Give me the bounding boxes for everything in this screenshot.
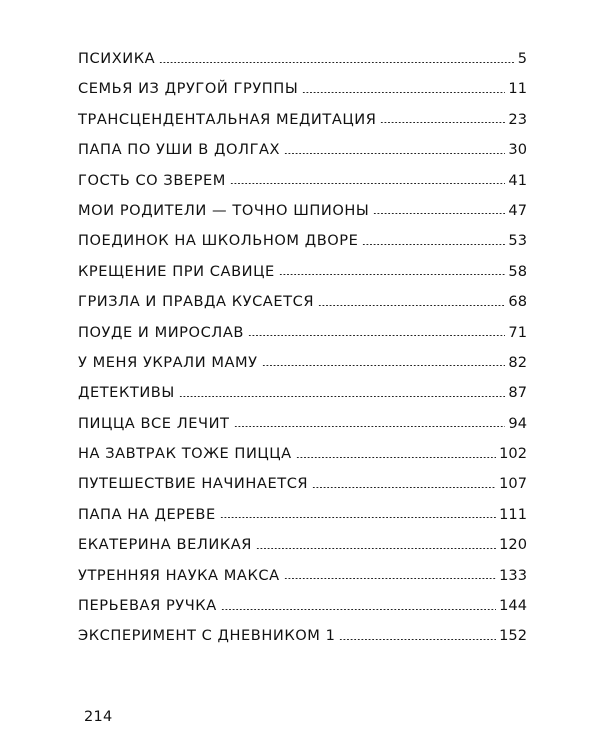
toc-entry[interactable] (78, 172, 527, 202)
toc-entry-page: 102 (499, 445, 527, 463)
dot-leader (284, 153, 505, 154)
toc-entry-title: ТРАНСЦЕНДЕНТАЛЬНАЯ МЕДИТАЦИЯ (78, 110, 377, 128)
toc-entry-title: НА ЗАВТРАК ТОЖЕ ПИЦЦА (78, 445, 292, 463)
toc-entry[interactable] (78, 354, 527, 384)
toc-entry-page: 94 (508, 414, 527, 432)
toc-entry[interactable] (78, 567, 527, 597)
dot-leader (234, 426, 506, 427)
dot-leader (248, 335, 505, 336)
toc-entry-page: 87 (508, 384, 527, 402)
dot-leader (221, 609, 496, 610)
toc-entry-title: ДЕТЕКТИВЫ (78, 384, 175, 402)
toc-entry[interactable] (78, 627, 527, 657)
toc-entry-page: 133 (499, 566, 527, 584)
toc-entry[interactable] (78, 293, 527, 323)
dot-leader (362, 244, 505, 245)
toc-entry[interactable] (78, 536, 527, 566)
toc-entry[interactable] (78, 415, 527, 445)
toc-entry-page: 47 (508, 201, 527, 219)
dot-leader (339, 639, 496, 640)
toc-entry-page: 82 (508, 353, 527, 371)
toc-entry-page: 58 (508, 262, 527, 280)
toc-entry-title: ПОЕДИНОК НА ШКОЛЬНОМ ДВОРЕ (78, 232, 359, 250)
toc-entry-title: СЕМЬЯ ИЗ ДРУГОЙ ГРУППЫ (78, 80, 299, 98)
table-of-contents (78, 50, 527, 658)
toc-entry[interactable] (78, 475, 527, 505)
toc-entry[interactable] (78, 597, 527, 627)
toc-entry[interactable] (78, 111, 527, 141)
toc-entry[interactable] (78, 445, 527, 475)
toc-entry-title: ПЕРЬЕВАЯ РУЧКА (78, 597, 217, 615)
toc-entry-title: У МЕНЯ УКРАЛИ МАМУ (78, 353, 258, 371)
toc-entry-title: КРЕЩЕНИЕ ПРИ САВИЦЕ (78, 262, 275, 280)
toc-entry-page: 68 (508, 293, 527, 311)
toc-entry-page: 107 (499, 475, 527, 493)
toc-entry[interactable] (78, 324, 527, 354)
toc-entry-title: ГОСТЬ СО ЗВЕРЕМ (78, 171, 226, 189)
page-number: 214 (84, 709, 113, 725)
toc-entry-title: ПИЦЦА ВСЕ ЛЕЧИТ (78, 414, 230, 432)
toc-entry-title: ЕКАТЕРИНА ВЕЛИКАЯ (78, 536, 252, 554)
toc-entry-page: 23 (508, 110, 527, 128)
toc-entry[interactable] (78, 202, 527, 232)
dot-leader (230, 183, 506, 184)
toc-entry-title: ПУТЕШЕСТВИЕ НАЧИНАЕТСЯ (78, 475, 309, 493)
dot-leader (220, 517, 496, 518)
dot-leader (279, 274, 506, 275)
toc-entry-title: ПСИХИКА (78, 50, 156, 67)
toc-entry-page: 152 (499, 627, 527, 645)
toc-entry-title: ЭКСПЕРИМЕНТ С ДНЕВНИКОМ 1 (78, 627, 336, 645)
toc-entry-page: 111 (499, 505, 527, 523)
dot-leader (296, 457, 496, 458)
toc-entry-title: ПАПА НА ДЕРЕВЕ (78, 505, 216, 523)
toc-entry-page: 41 (508, 171, 527, 189)
dot-leader (302, 92, 505, 93)
toc-entry-page: 53 (508, 232, 527, 250)
toc-entry[interactable] (78, 50, 527, 80)
dot-leader (373, 213, 505, 214)
toc-entry-title: УТРЕННЯЯ НАУКА МАКСА (78, 566, 280, 584)
dot-leader (318, 305, 505, 306)
toc-entry-page: 120 (499, 536, 527, 554)
toc-entry-title: ГРИЗЛА И ПРАВДА КУСАЕТСЯ (78, 293, 315, 311)
dot-leader (262, 365, 506, 366)
toc-entry[interactable] (78, 232, 527, 262)
toc-entry[interactable] (78, 263, 527, 293)
dot-leader (159, 62, 515, 63)
toc-entry[interactable] (78, 384, 527, 414)
toc-entry-page: 30 (508, 141, 527, 159)
dot-leader (256, 548, 496, 549)
toc-entry-page: 5 (517, 50, 527, 67)
dot-leader (179, 396, 506, 397)
toc-entry-title: ПОУДЕ И МИРОСЛАВ (78, 323, 244, 341)
dot-leader (380, 122, 505, 123)
toc-entry[interactable] (78, 506, 527, 536)
dot-leader (312, 487, 496, 488)
toc-entry[interactable] (78, 80, 527, 110)
toc-entry-page: 71 (508, 323, 527, 341)
dot-leader (284, 578, 497, 579)
toc-entry-page: 11 (508, 80, 527, 98)
toc-entry-page: 144 (499, 597, 527, 615)
toc-entry-title: ПАПА ПО УШИ В ДОЛГАХ (78, 141, 281, 159)
toc-entry-title: МОИ РОДИТЕЛИ — ТОЧНО ШПИОНЫ (78, 201, 370, 219)
toc-entry[interactable] (78, 141, 527, 171)
